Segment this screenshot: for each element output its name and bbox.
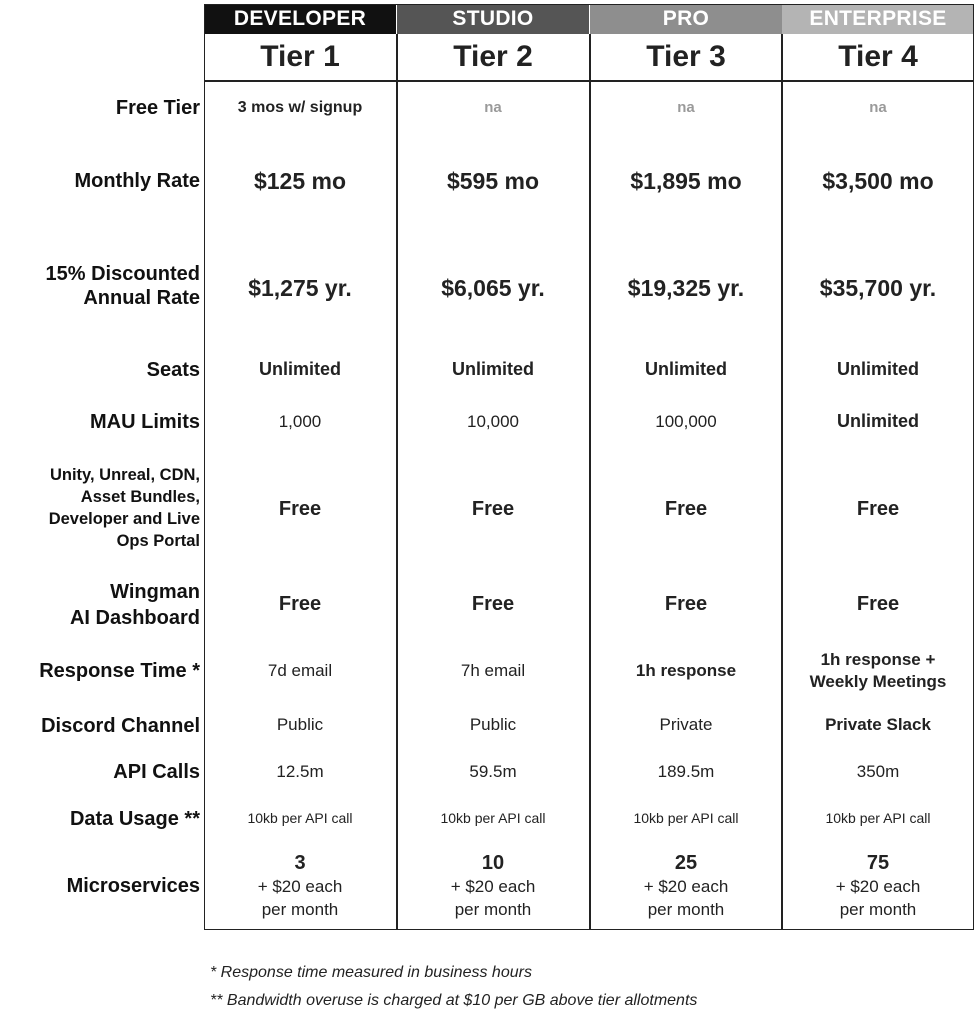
unity-value: Free bbox=[471, 498, 515, 520]
row-label-mau-limits: MAU Limits bbox=[90, 411, 200, 433]
row-label-data-usage: Data Usage ** bbox=[69, 808, 200, 830]
microservices-extra: per month bbox=[261, 899, 339, 919]
unity-label-line: Developer and Live bbox=[48, 510, 200, 528]
mau-value: 10,000 bbox=[467, 411, 519, 431]
monthly-rate-value: $1,895 mo bbox=[630, 168, 742, 195]
microservices-count: 25 bbox=[674, 851, 698, 874]
response-time-line: 1h response + bbox=[820, 650, 936, 669]
microservices-extra: per month bbox=[839, 899, 917, 919]
unity-value: Free bbox=[856, 498, 900, 520]
microservices-value bbox=[590, 850, 782, 922]
mau-value: Unlimited bbox=[836, 411, 919, 432]
tier-4-name: Tier 4 bbox=[838, 40, 918, 73]
microservices-count: 3 bbox=[294, 851, 306, 874]
wingman-value: Free bbox=[471, 593, 515, 615]
response-time-value: 7h email bbox=[460, 660, 526, 680]
annual-rate-label-line: Annual Rate bbox=[83, 287, 200, 309]
wingman-label-line: Wingman bbox=[110, 581, 200, 603]
row-label-annual-rate bbox=[46, 262, 200, 310]
discord-value: Private Slack bbox=[825, 714, 931, 734]
monthly-rate-value: $595 mo bbox=[446, 168, 540, 195]
row-label-discord-channel: Discord Channel bbox=[41, 715, 200, 737]
response-time-value: 7d email bbox=[267, 660, 333, 680]
row-label-free-tier: Free Tier bbox=[115, 97, 200, 119]
seats-value: Unlimited bbox=[836, 359, 919, 380]
annual-rate-value: $1,275 yr. bbox=[248, 275, 352, 302]
response-time-value bbox=[782, 648, 974, 694]
row-label-monthly-rate: Monthly Rate bbox=[74, 170, 200, 192]
microservices-extra: + $20 each bbox=[643, 876, 729, 896]
discord-value: Private bbox=[659, 714, 713, 734]
data-usage-value: 10kb per API call bbox=[440, 809, 546, 826]
unity-value: Free bbox=[278, 498, 322, 520]
unity-label-line: Ops Portal bbox=[116, 532, 200, 550]
annual-rate-label-line: 15% Discounted bbox=[45, 263, 200, 285]
microservices-extra: + $20 each bbox=[257, 876, 343, 896]
unity-label-line: Asset Bundles, bbox=[80, 488, 200, 506]
monthly-rate-value: $125 mo bbox=[253, 168, 347, 195]
microservices-value bbox=[397, 850, 589, 922]
free-tier-value: na bbox=[677, 99, 695, 116]
microservices-count: 75 bbox=[866, 851, 890, 874]
monthly-rate-value: $3,500 mo bbox=[822, 168, 934, 195]
header-developer: DEVELOPER bbox=[204, 4, 396, 34]
row-label-unity-unreal bbox=[49, 464, 200, 552]
data-usage-value: 10kb per API call bbox=[247, 809, 353, 826]
wingman-value: Free bbox=[664, 593, 708, 615]
microservices-count: 10 bbox=[481, 851, 505, 874]
microservices-extra: per month bbox=[647, 899, 725, 919]
data-usage-value: 10kb per API call bbox=[633, 809, 739, 826]
discord-value: Public bbox=[276, 714, 324, 734]
seats-value: Unlimited bbox=[451, 359, 534, 380]
seats-value: Unlimited bbox=[258, 359, 341, 380]
response-time-value: 1h response bbox=[635, 660, 737, 680]
microservices-value bbox=[782, 850, 974, 922]
discord-value: Public bbox=[469, 714, 517, 734]
unity-label-line: Unity, Unreal, CDN, bbox=[49, 466, 200, 484]
header-pro: PRO bbox=[590, 4, 782, 34]
footnote-response-time: * Response time measured in business hours bbox=[210, 964, 532, 981]
footnote-bandwidth: ** Bandwidth overuse is charged at $10 per GB above tier allotments bbox=[210, 992, 698, 1009]
mau-value: 100,000 bbox=[655, 411, 717, 431]
header-studio: STUDIO bbox=[397, 4, 589, 34]
api-calls-value: 12.5m bbox=[276, 761, 324, 781]
microservices-extra: + $20 each bbox=[450, 876, 536, 896]
tier-1-name: Tier 1 bbox=[260, 40, 340, 73]
row-label-wingman bbox=[70, 579, 200, 631]
microservices-extra: + $20 each bbox=[835, 876, 921, 896]
tier-2-name: Tier 2 bbox=[453, 40, 533, 73]
microservices-extra: per month bbox=[454, 899, 532, 919]
header-enterprise: ENTERPRISE bbox=[782, 4, 974, 34]
microservices-value bbox=[204, 850, 396, 922]
wingman-value: Free bbox=[856, 593, 900, 615]
free-tier-value: na bbox=[484, 99, 502, 116]
seats-value: Unlimited bbox=[644, 359, 727, 380]
mau-value: 1,000 bbox=[278, 411, 322, 431]
free-tier-value: na bbox=[869, 99, 887, 116]
row-label-seats: Seats bbox=[146, 359, 200, 381]
annual-rate-value: $19,325 yr. bbox=[627, 275, 745, 302]
header-divider bbox=[204, 80, 974, 82]
annual-rate-value: $35,700 yr. bbox=[819, 275, 937, 302]
data-usage-value: 10kb per API call bbox=[825, 809, 931, 826]
response-time-line: Weekly Meetings bbox=[809, 672, 947, 691]
api-calls-value: 189.5m bbox=[657, 761, 715, 781]
wingman-value: Free bbox=[278, 593, 322, 615]
wingman-label-line: AI Dashboard bbox=[69, 607, 200, 629]
api-calls-value: 59.5m bbox=[469, 761, 517, 781]
unity-value: Free bbox=[664, 498, 708, 520]
row-label-microservices: Microservices bbox=[66, 875, 200, 897]
annual-rate-value: $6,065 yr. bbox=[441, 275, 545, 302]
row-label-api-calls: API Calls bbox=[113, 761, 200, 783]
free-tier-value: 3 mos w/ signup bbox=[237, 99, 363, 117]
api-calls-value: 350m bbox=[856, 761, 900, 781]
row-label-response-time: Response Time * bbox=[39, 660, 200, 682]
tier-3-name: Tier 3 bbox=[646, 40, 726, 73]
